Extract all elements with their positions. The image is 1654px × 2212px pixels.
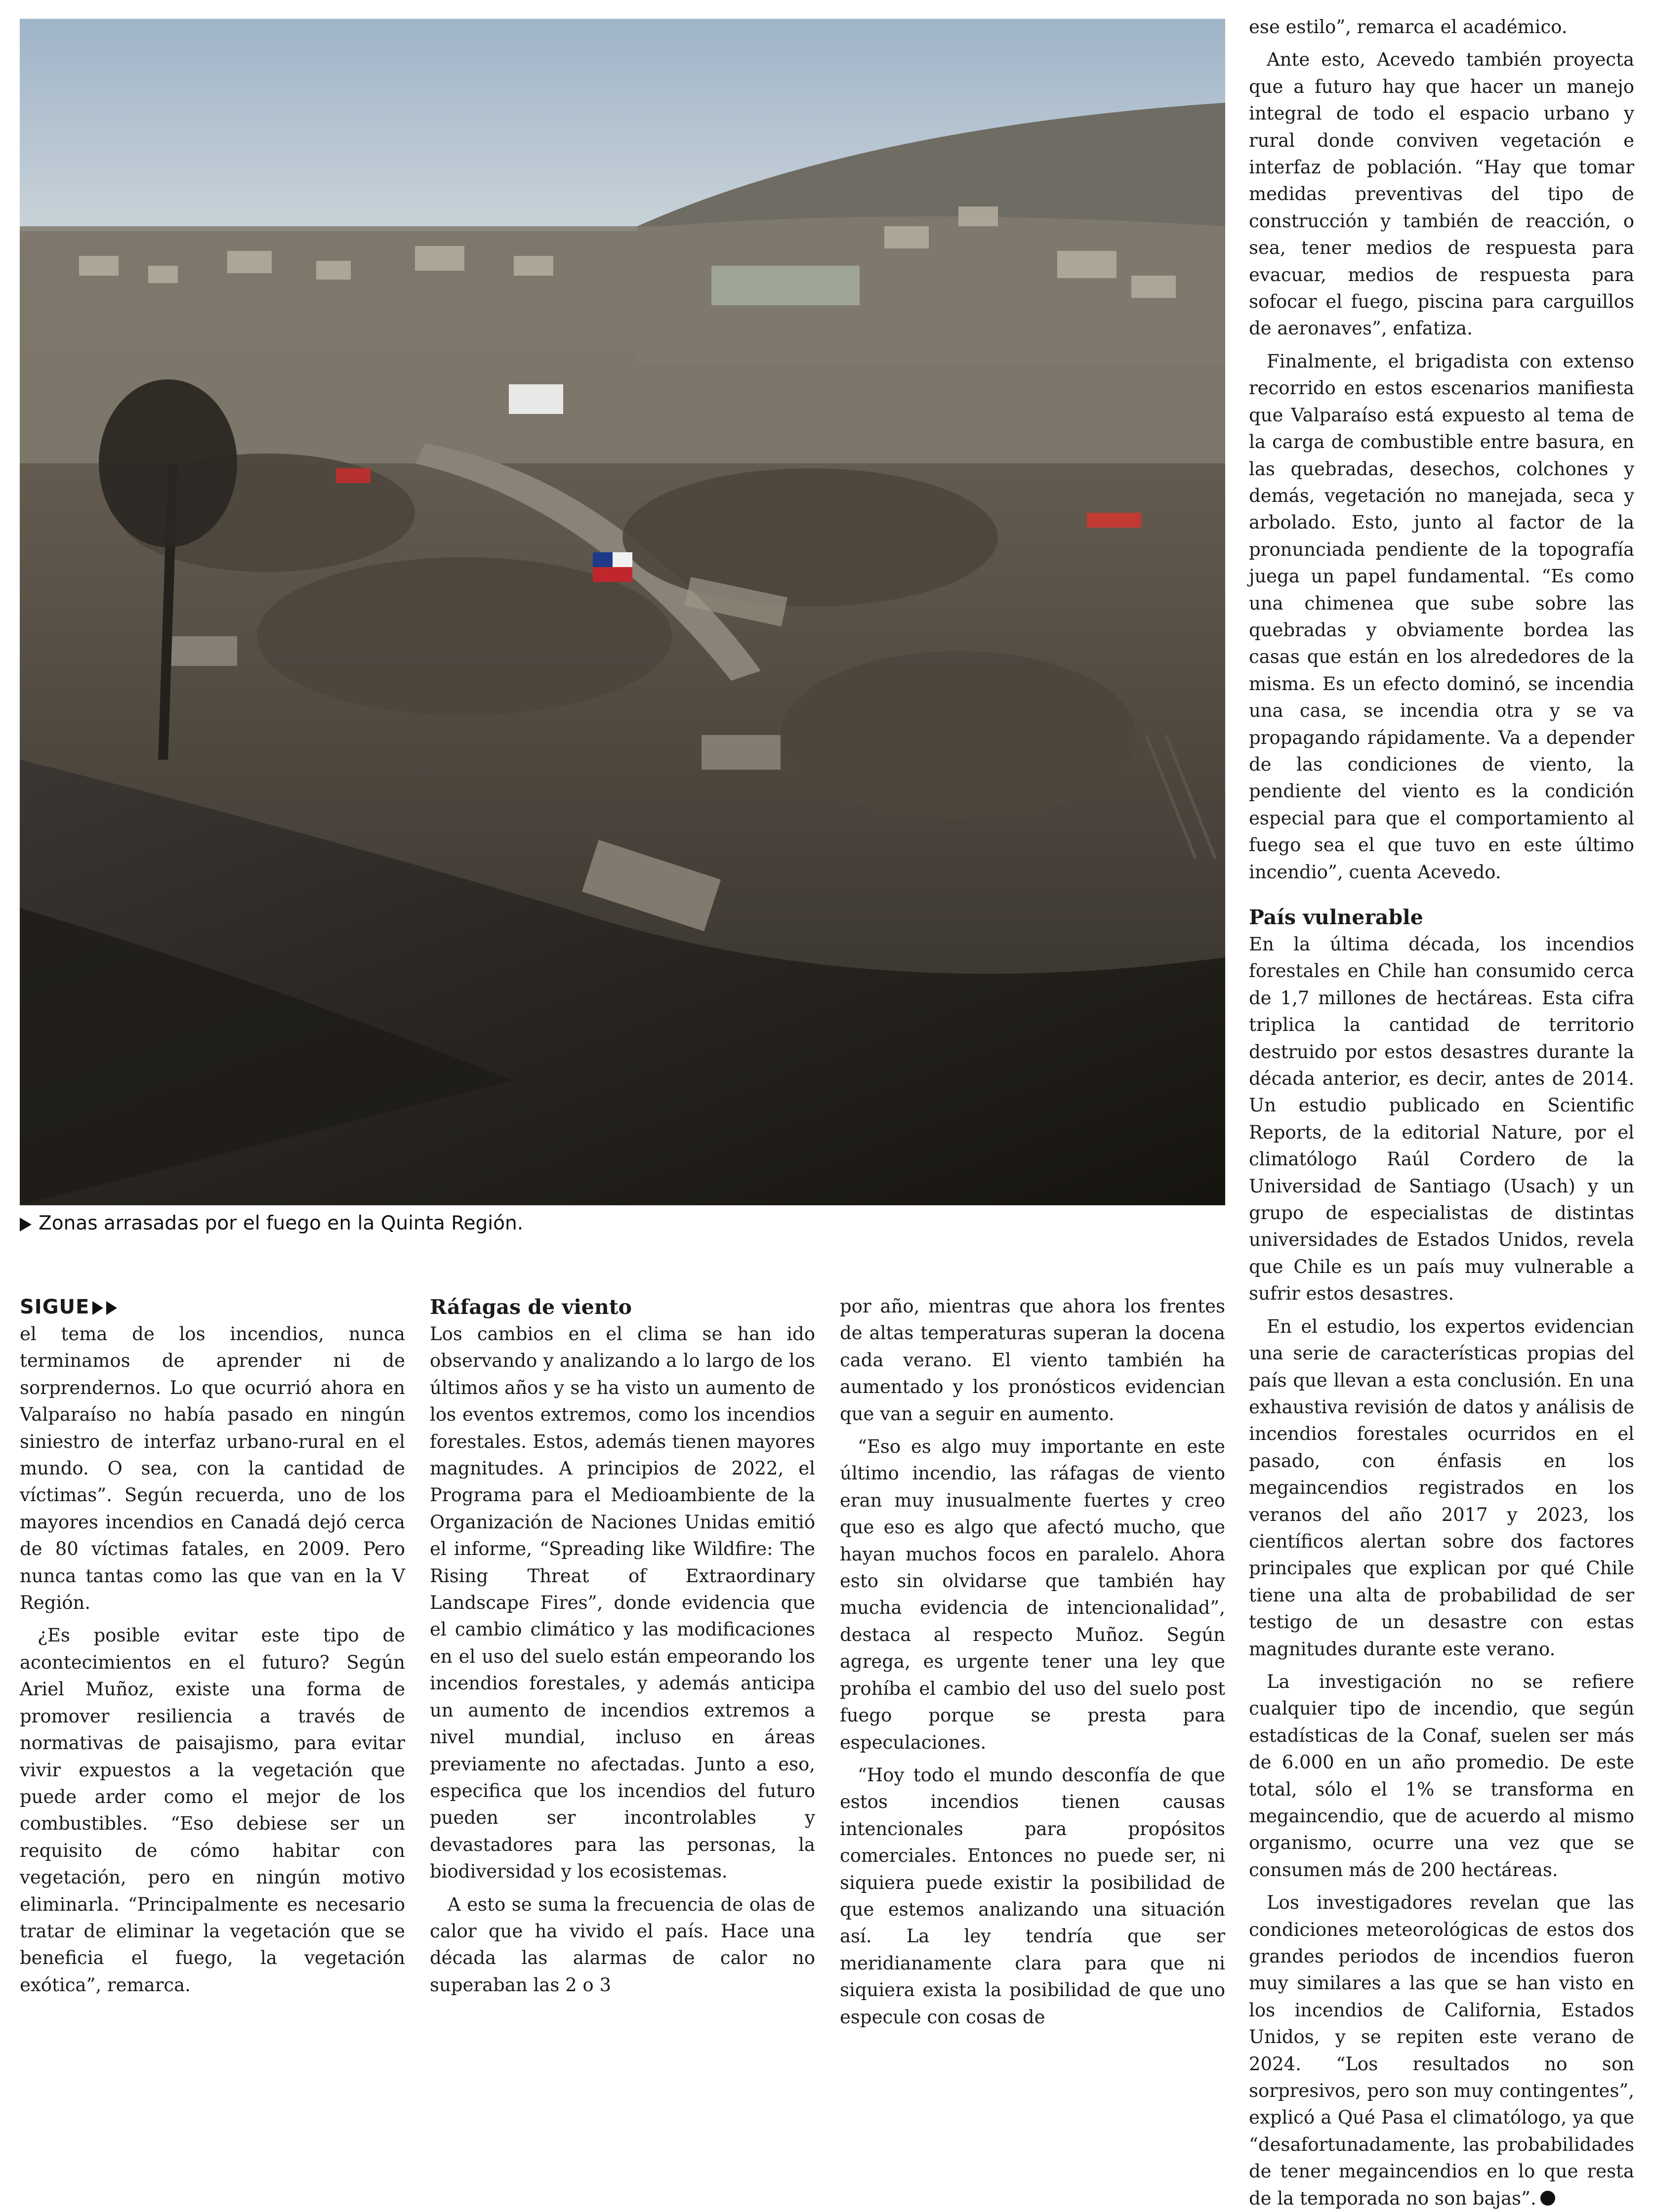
column-4 bbox=[1249, 14, 1634, 2212]
paragraph: La investigación no se refiere cualquier tipo de incendio, que según estadísticas de la Conaf, suelen ser más de 6.000 en un año promedio. De este total, sólo el 1% se transforma en megaincendio, que de acuerdo al mismo organismo, ocurre una vez que se consumen más de 200 hectáreas. bbox=[1249, 1671, 1634, 1881]
paragraph: Finalmente, el brigadista con extenso recorrido en estos escenarios manifiesta que Valparaíso está expuesto al tema de la carga de combustible entre basura, en las quebradas, desechos, colchones y demás, vegetación no manejada, seca y arbolado. Esto, junto al factor de la pronunciada pendiente de la topografía juega un papel fundamental. “Es como una chimenea que sube sobre las quebradas y obviamente bordea las casas que están en los alrededores de la misma. Es un efecto dominó, se incendia una casa, se incendia otra y se va propagando rápidamente. Va a depender de las condiciones de viento, la pendiente del viento es la condición especial para que el comportamiento al fuego sea el que tuvo en este último incendio”, cuenta Acevedo. bbox=[1249, 350, 1634, 883]
column-2 bbox=[430, 1293, 815, 1999]
aerial-photo-burned-zone bbox=[20, 19, 1225, 1205]
paragraph-text: Los investigadores revelan que las condiciones meteorológicas de estos dos grandes periodos de incendios fueron muy similares a las que se han visto en los incendios de California, Estados Unidos, y se repiten este verano de 2024. “Los resultados no son sorpresivos, pero son muy contingentes”, explicó a Qué Pasa el climatólogo, ya que “desafortunadamente, las probabilidades de tener megaincendios en lo que resta de la temporada no son bajas”. bbox=[1249, 1892, 1634, 2209]
column-3 bbox=[840, 1293, 1225, 2031]
section-heading: Ráfagas de viento bbox=[430, 1295, 632, 1319]
column-1 bbox=[20, 1293, 405, 1999]
paragraph: Los cambios en el clima se han ido observando y analizando a lo largo de los últimos años y se ha visto un aumento de los eventos extremos, como los incendios forestales. Estos, además tienen mayores magnitudes. A principios de 2022, el Programa para el Medioambiente de la Organización de Naciones Unidas emitió el informe, “Spreading like Wildfire: The Rising Threat of Extraordinary Landscape Fires”, donde evidencia que el cambio climático y las modificaciones en el uso del suelo están empeorando los incendios forestales, y además anticipa un aumento de incendios extremos a nivel mundial, incluso en áreas previamente no afectadas. Junto a eso, especifica que los incendios del futuro pueden ser incontrolables y devastadores para las personas, la biodiversidad y los ecosistemas. bbox=[430, 1323, 815, 1883]
paragraph: ese estilo”, remarca el académico. bbox=[1249, 16, 1568, 38]
continue-kicker bbox=[20, 1293, 405, 1321]
paragraph: Ante esto, Acevedo también proyecta que a futuro hay que hacer un manejo integral de todo el espacio urbano y rural donde conviven vegetación e interfaz de población. “Hay que tomar medidas preventivas del tipo de construcción y también de reacción, o sea, tener medios de respuesta para evacuar, medios de respuesta para sofocar el fuego, piscina para carguillos de aeronaves”, enfatiza. bbox=[1249, 49, 1634, 339]
caption-triangle-icon bbox=[20, 1218, 32, 1231]
caption-text: Zonas arrasadas por el fuego en la Quinta Región. bbox=[39, 1212, 524, 1234]
paragraph: ¿Es posible evitar este tipo de acontecimientos en el futuro? Según Ariel Muñoz, existe una forma de promover resiliencia a través de normativas de paisajismo, para evitar vivir expuestos a la vegetación que puede arder como el mejor de los combustibles. “Eso debiese ser un requisito de cómo habitar con vegetación, pero en ningún motivo eliminarla. “Principalmente es necesario tratar de eliminar la vegetación que se beneficia el fuego, la vegetación exótica”, remarca. bbox=[20, 1625, 405, 1996]
arrow-right-icon bbox=[106, 1301, 117, 1315]
paragraph: En la última década, los incendios forestales en Chile han consumido cerca de 1,7 millones de hectáreas. Esta cifra triplica la cantidad de territorio destruido por estos desastres durante la década anterior, es decir, antes de 2014. Un estudio publicado en Scientific Reports, de la editorial Nature, por el climatólogo Raúl Cordero de la Universidad de Santiago (Usach) y un grupo de especialistas de distintas universidades de Estados Unidos, revela que Chile es un país muy vulnerable a sufrir estos desastres. bbox=[1249, 934, 1634, 1305]
paragraph: “Eso es algo muy importante en este último incendio, las ráfagas de viento eran muy inusualmente fuertes y creo que eso es algo que afectó mucho, que hayan muchos focos en paralelo. Ahora esto sin olvidarse que también hay mucha evidencia de intencionalidad”, destaca al respecto Muñoz. Según agrega, es urgente tener una ley que prohíba el cambio del uso del suelo post fuego porque se presta para especulaciones. bbox=[840, 1436, 1225, 1753]
paragraph: En el estudio, los expertos evidencian una serie de características propias del país que llevan a esta conclusión. En una exhaustiva revisión de datos y análisis de incendios forestales ocurridos en el pasado, con énfasis en los megaincendios registrados en los veranos del año 2017 y 2023, los científicos alertan sobre dos factores principales que explican por qué Chile tiene una alta de probabilidad de ser testigo de un desastre con estas magnitudes durante este verano. bbox=[1249, 1315, 1634, 1660]
end-of-article-icon bbox=[1540, 2191, 1555, 2206]
paragraph: por año, mientras que ahora los frentes de altas temperaturas superan la docena cada verano. El viento también ha aumentado y los pronósticos evidencian que van a seguir en aumento. bbox=[840, 1296, 1225, 1425]
arrow-right-icon bbox=[92, 1301, 103, 1315]
paragraph: el tema de los incendios, nunca terminamos de aprender ni de sorprendernos. Lo que ocurrió ahora en Valparaíso no había pasado en ningún siniestro de interfaz urbano-rural en el mundo. O sea, con la cantidad de víctimas”. Según recuerda, uno de los mayores incendios en Canadá dejó cerca de 80 víctimas fatales, en 2009. Pero nunca tantas como las que van en la V Región. bbox=[20, 1323, 405, 1614]
paragraph-final bbox=[1249, 1889, 1634, 2212]
section-heading: País vulnerable bbox=[1249, 905, 1423, 929]
paragraph: “Hoy todo el mundo desconfía de que estos incendios tienen causas intencionales para propósitos comerciales. Entonces no puede ser, ni siquiera puede existir la posibilidad de que estemos analizando una situación así. La ley tendría que ser meridianamente clara para que ni siquiera exista la posibilidad de que uno especule con cosas de bbox=[840, 1764, 1225, 2028]
paragraph: A esto se suma la frecuencia de olas de calor que ha vivido el país. Hace una década las alarmas de calor no superaban las 2 o 3 bbox=[430, 1893, 815, 1996]
photo-caption bbox=[20, 1207, 1225, 1242]
kicker-label: SIGUE bbox=[20, 1296, 90, 1318]
